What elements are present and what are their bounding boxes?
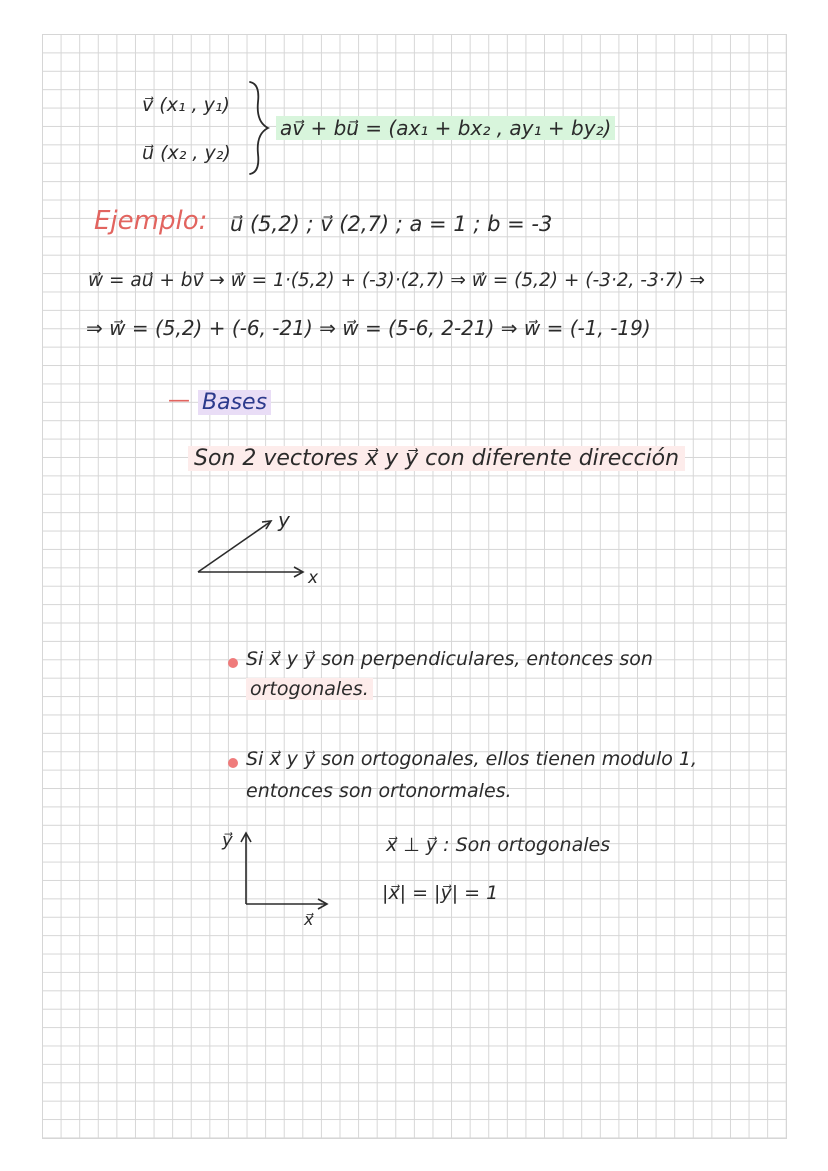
- vector-diagram-nonparallel: [192, 506, 352, 616]
- example-step-1: w⃗ = au⃗ + bv⃗ → w⃗ = 1·(5,2) + (-3)·(2,7) ⇒ w⃗ = (5,2) + (-3·2, -3·7) ⇒: [88, 270, 705, 291]
- example-given-values: u⃗ (5,2) ; v⃗ (2,7) ; a = 1 ; b = -3: [230, 212, 553, 236]
- formula-highlight: av⃗ + bu⃗ = (ax₁ + bx₂ , ay₁ + by₂): [276, 116, 615, 140]
- perpendicular-statement-line2: [246, 678, 373, 700]
- orthonormal-statement-line2: entonces son ortonormales.: [246, 780, 512, 802]
- axis-label-x: x⃗: [304, 910, 314, 929]
- axis-label-y: y⃗: [222, 830, 233, 851]
- example-step-2: ⇒ w⃗ = (5,2) + (-6, -21) ⇒ w⃗ = (5-6, 2-21) ⇒ w⃗ = (-1, -19): [86, 316, 651, 340]
- grid-paper-sheet: [42, 34, 787, 1139]
- ortogonales-highlight: ortogonales.: [246, 678, 373, 700]
- bases-definition: [188, 446, 685, 471]
- diagram-label-y: y: [278, 508, 290, 532]
- bases-title-highlight: Bases: [198, 390, 271, 415]
- unit-modulus-note: |x⃗| = |y⃗| = 1: [382, 882, 499, 904]
- diagram-label-x: x: [308, 568, 319, 588]
- vector-v-definition: v⃗ (x₁ , y₁): [142, 94, 230, 116]
- definition-highlight: Son 2 vectores x⃗ y y⃗ con diferente dirección: [188, 446, 685, 471]
- orthogonal-note: x⃗ ⊥ y⃗ : Son ortogonales: [386, 834, 611, 856]
- orthonormal-axes-diagram: [238, 828, 338, 918]
- perpendicular-statement-line1: Si x⃗ y y⃗ son perpendiculares, entonces son: [246, 648, 653, 670]
- example-label: Ejemplo:: [94, 206, 208, 236]
- brace-icon: [246, 78, 276, 178]
- bullet-point-2: [228, 758, 238, 768]
- linear-combination-formula: [276, 116, 615, 140]
- bullet-point-1: [228, 658, 238, 668]
- bases-dash: —: [168, 388, 190, 413]
- orthonormal-statement-line1: Si x⃗ y y⃗ son ortogonales, ellos tienen modulo 1,: [246, 748, 698, 770]
- bases-title: [198, 390, 271, 415]
- vector-u-definition: u⃗ (x₂ , y₂): [142, 142, 231, 164]
